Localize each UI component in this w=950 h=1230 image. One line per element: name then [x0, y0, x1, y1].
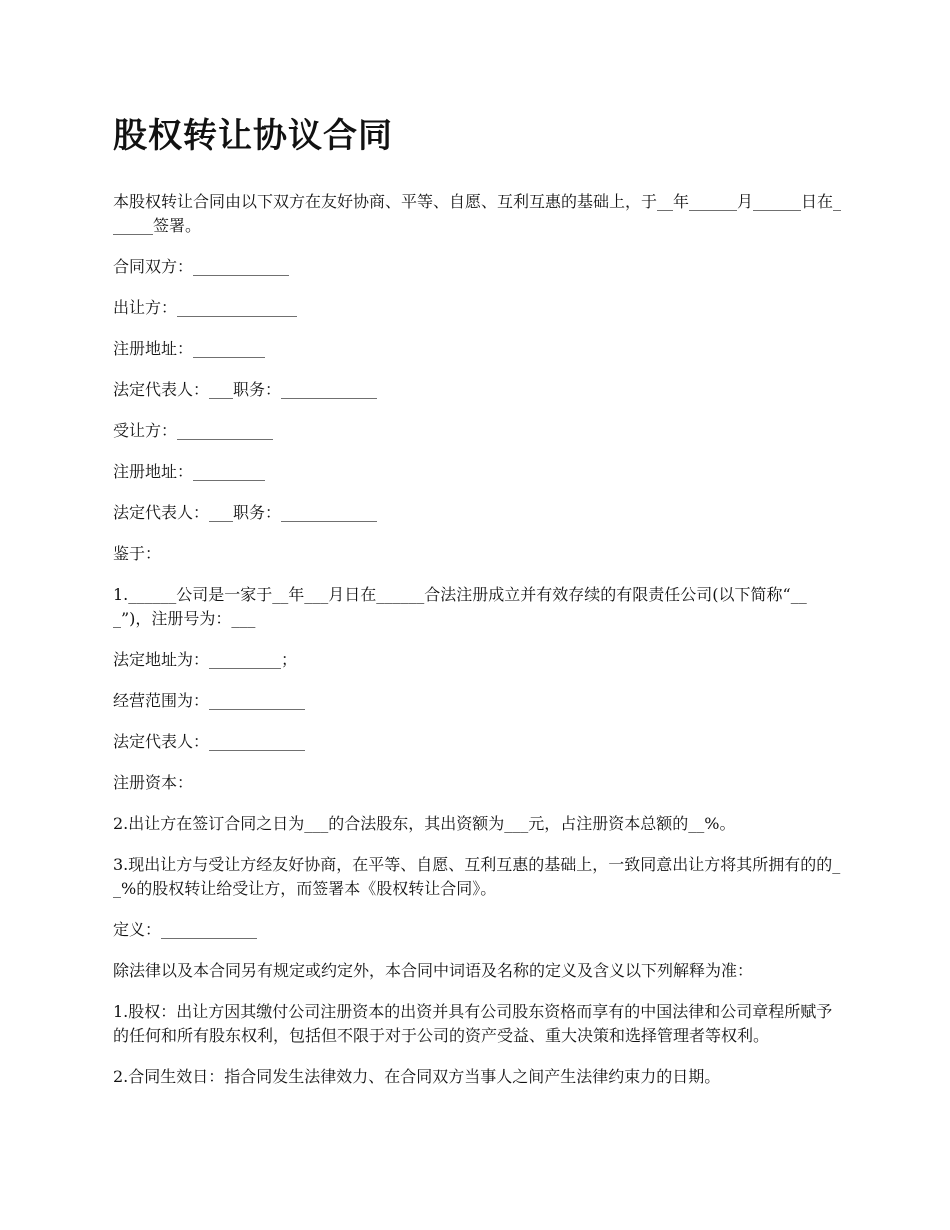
- document-title: 股权转让协议合同: [113, 116, 393, 156]
- registered-capital-line: 注册资本：: [113, 773, 194, 792]
- transferor-line: 出让方：_______________: [113, 298, 298, 317]
- definitions-line: 定义：____________: [113, 920, 258, 939]
- whereas-heading: 鉴于：: [113, 544, 162, 563]
- intro-paragraph: 本股权转让合同由以下双方在友好协商、平等、自愿、互利互惠的基础上，于__年______月______日在______签署。: [113, 192, 842, 235]
- definition-equity: 1.股权：出让方因其缴付公司注册资本的出资并具有公司股东资格而享有的中国法律和公司章程所赋予的任何和所有股东权利，包括但不限于对于公司的资产受益、重大决策和选择管理者等权利。: [113, 1002, 833, 1045]
- company-representative-line: 法定代表人：____________: [113, 732, 306, 751]
- legal-address-line: 法定地址为：_________；: [113, 650, 298, 669]
- business-scope-line: 经营范围为：____________: [113, 691, 306, 710]
- whereas-clause-1: 1.______公司是一家于__年___月日在______合法注册成立并有效存续的有限责任公司(以下简称“___”)，注册号为：___: [113, 585, 807, 628]
- transferee-line: 受让方：____________: [113, 421, 274, 440]
- transferee-address-line: 注册地址：_________: [113, 462, 266, 481]
- document-page: [113, 112, 843, 1106]
- transferor-representative-line: 法定代表人：___职务：____________: [113, 380, 378, 399]
- whereas-clause-3: 3.现出让方与受让方经友好协商，在平等、自愿、互利互惠的基础上，一致同意出让方将其所拥有的的__%的股权转让给受让方，而签署本《股权转让合同》。: [113, 855, 841, 898]
- contract-parties-line: 合同双方：____________: [113, 257, 290, 276]
- definitions-intro: 除法律以及本合同另有规定或约定外，本合同中词语及名称的定义及含义以下列解释为准：: [113, 961, 754, 980]
- transferee-representative-line: 法定代表人：___职务：____________: [113, 503, 378, 522]
- transferor-address-line: 注册地址：_________: [113, 339, 266, 358]
- definition-effective-date: 2.合同生效日：指合同发生法律效力、在合同双方当事人之间产生法律约束力的日期。: [113, 1067, 721, 1086]
- whereas-clause-2: 2.出让方在签订合同之日为___的合法股东，其出资额为___元，占注册资本总额的__%。: [113, 814, 736, 833]
